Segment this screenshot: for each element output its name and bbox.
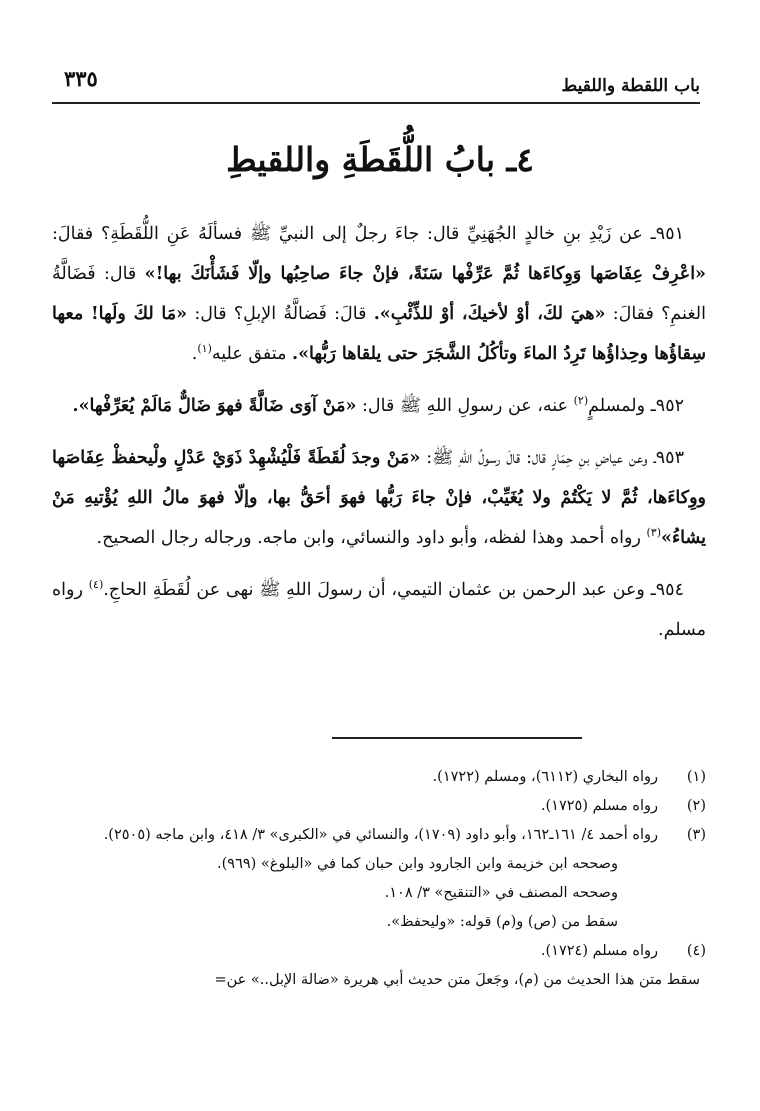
hadith-number: ٩٥٣ـ	[653, 448, 684, 468]
hadith-954	[52, 570, 706, 650]
hadith-953	[52, 438, 706, 558]
footnote-1	[40, 766, 706, 789]
hadith-body	[52, 214, 706, 662]
hadith-text: عن زَيْدِ بنِ خالدٍ الجُهَنِيِّ قال: جاءَ رجلٌ إلى النبيِّ ﷺ فسألَهُ عَنِ اللُّقَطَةِ؟ فقالَ:	[52, 224, 643, 244]
running-header	[52, 62, 700, 104]
section-title: ٤ـ بابُ اللُّقَطَةِ واللقيطِ	[226, 140, 534, 179]
footnote-number: (٢)	[686, 798, 706, 814]
hadith-text: قالَ: فَضالَّةُ الإبلِ؟ قال:	[194, 304, 367, 324]
hadith-source: رواه مسلم.	[52, 580, 706, 640]
hadith-quote: «مَا لكَ ولَها! معها سِقاؤُها وحِذاؤُها تَرِدُ الماءَ وتأكُلُ الشَّجَرَ حتى يلقاها رَبُّها».	[52, 304, 706, 364]
footnote-number: (١)	[686, 769, 706, 785]
hadith-number: ٩٥٢ـ	[650, 396, 684, 416]
hadith-source: رواه أحمد وهذا لفظه، وأبو داود والنسائي، وابن ماجه. ورجاله رجال الصحيح.	[96, 528, 641, 548]
hadith-source: متفق عليه	[211, 344, 287, 364]
footnote-4	[40, 940, 706, 963]
hadith-quote: «مَنْ آوَى ضَالَّةً فهوَ ضَالٌّ مَالَمْ يُعَرِّفْها».	[72, 396, 357, 416]
footnote-ref[interactable]: (١)	[197, 342, 212, 356]
footnote-4-continuation: سقط متن هذا الحديث من (م)، وجَعلَ متن حديث أبي هريرة «ضالة الإبل..» عن=	[214, 972, 700, 988]
hadith-951: ٩٥١ـ عن زَيْدِ بنِ خالدٍ الجُهَنِيِّ قال: جاءَ رجلٌ إلى النبيِّ ﷺ فسألَهُ عَنِ اللُّقَطَةِ؟ فقالَ: «اعْرِفْ عِفَاصَها وَوِكاءَها ثُمَّ عَرِّفْها سَنَةً، فإنْ جاءَ صاحِبُها وإلّا فَشَأْنَكَ بها!» قال: فَضَالَّةُ الغنمِ؟ فقالَ: «هيَ لكَ، أوْ لأخيكَ، أوْ للذِّئْبِ». قالَ: فَضالَّةُ الإبلِ؟ قال: «مَا لكَ ولَها! معها سِقاؤُها وحِذاؤُها تَرِدُ الماءَ وتأكُلُ الشَّجَرَ حتى يلقاها رَبُّها». متفق عليه$^{(١)}$.	[52, 224, 706, 364]
footnote-text: رواه مسلم (١٧٢٥).	[540, 798, 658, 814]
hadith-number: ٩٥٤ـ	[650, 580, 684, 600]
hadith-text: عنه، عن رسولِ اللهِ ﷺ قال:	[362, 396, 569, 416]
footnote-text: رواه أحمد ٤/ ١٦١ـ١٦٢، وأبو داود (١٧٠٩)، والنسائي في «الكبرى» ٣/ ٤١٨، وابن ماجه (٢٥٠٥).	[103, 827, 658, 843]
hadith-quote: «هيَ لكَ، أوْ لأخيكَ، أوْ للذِّئْبِ».	[373, 304, 606, 324]
footnote-3	[40, 824, 706, 847]
hadith-number: ٩٥١ـ	[650, 224, 684, 244]
hadith-text: وعن عبد الرحمن بن عثمان التيمي، أن رسولَ اللهِ ﷺ نهى عن لُقَطَةِ الحاجِ.	[103, 580, 645, 600]
hadith-text: وعن عياضِ بنِ حِمَارٍ قال: قالَ رسولُ اللهِ ﷺ:	[426, 448, 648, 468]
footnote-text: رواه مسلم (١٧٢٤).	[540, 943, 658, 959]
footnote-3-note: وصححه ابن خزيمة وابن الجارود وابن حبان كما في «البلوغ» (٩٦٩).	[217, 856, 618, 872]
hadith-text: ولمسلمٍ	[588, 396, 646, 416]
footnote-number: (٤)	[686, 943, 706, 959]
footnote-3-note: وصححه المصنف في «التنقيح» ٣/ ١٠٨.	[384, 885, 618, 901]
hadith-text: قال: فَضَالَّةُ الغنمِ؟ فقالَ:	[52, 264, 706, 324]
footnote-ref[interactable]: (٢)	[573, 394, 589, 408]
page-number: ٣٣٥	[64, 66, 98, 91]
footnote-number: (٣)	[686, 827, 706, 843]
footnote-text: رواه البخاري (٦١١٢)، ومسلم (١٧٢٢).	[432, 769, 658, 785]
footnote-2	[40, 795, 706, 818]
hadith-952	[52, 386, 706, 426]
chapter-title: باب اللقطة واللقيط	[561, 76, 700, 96]
hadith-quote: «اعْرِفْ عِفَاصَها وَوِكاءَها ثُمَّ عَرِّفْها سَنَةً، فإنْ جاءَ صاحِبُها وإلّا فَشَأْنَكَ بها!»	[144, 264, 706, 284]
footnote-divider	[332, 737, 582, 739]
footnotes	[40, 766, 706, 992]
hadith-quote: «مَنْ وجدَ لُقَطَةً فَلْيُشْهِدْ ذَوَيْ عَدْلٍ ولْيحفظْ عِفَاصَها ووِكاءَها، ثُمَّ لا يَكْتُمْ ولا يُغَيِّبْ، فإنْ جاءَ رَبُّها فهوَ أحَقُّ بها، وإلّا فهوَ مالُ اللهِ يُؤْتيهِ مَنْ يشاءُ»	[52, 448, 706, 548]
footnote-3-note: سقط من (ص) و(م) قوله: «وليحفظ».	[386, 914, 618, 930]
footnote-ref[interactable]: (٤)	[88, 578, 104, 592]
footnote-ref[interactable]: (٣)	[646, 526, 662, 540]
